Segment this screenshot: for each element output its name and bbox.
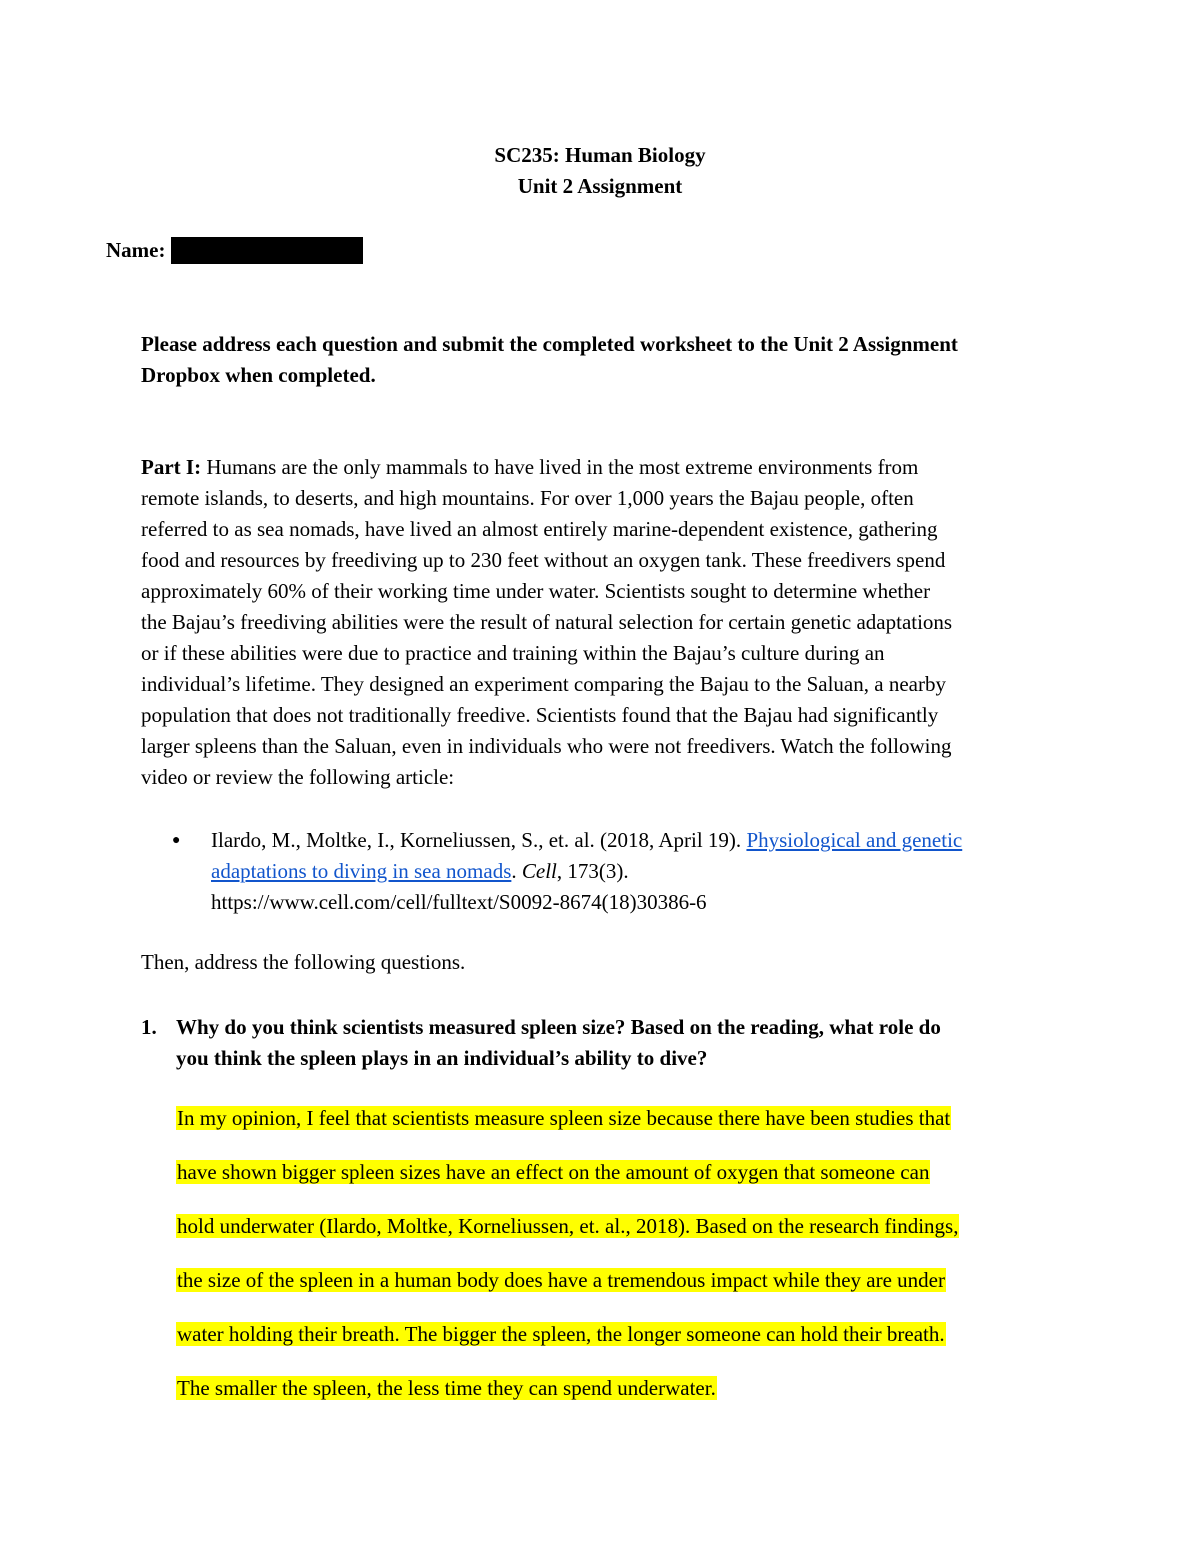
highlighted-text: The smaller the spleen, the less time they can spend underwater. — [177, 1376, 716, 1400]
name-label: Name: — [106, 237, 166, 262]
citation-body — [211, 825, 1076, 918]
highlighted-text: hold underwater (Ilardo, Moltke, Korneliussen, et. al., 2018). Based on the research findings, — [177, 1214, 959, 1238]
journal-volume: , 173(3). — [556, 859, 629, 883]
answer-line — [176, 1211, 1076, 1265]
part1-label: Part I: — [141, 455, 202, 479]
citation-line-2 — [211, 856, 1076, 887]
part1-line: food and resources by freediving up to 230 feet without an oxygen tank. These freedivers spend — [141, 548, 946, 572]
citation-url: https://www.cell.com/cell/fulltext/S0092-8674(18)30386-6 — [211, 890, 707, 914]
citation-authors: Ilardo, M., Moltke, I., Korneliussen, S., et. al. (2018, April 19). — [211, 828, 747, 852]
highlighted-text: In my opinion, I feel that scientists measure spleen size because there have been studies that — [177, 1106, 951, 1130]
instructions — [141, 329, 1071, 391]
instruction-line: Please address each question and submit the completed worksheet to the Unit 2 Assignment — [141, 332, 958, 356]
name-row — [106, 236, 363, 264]
highlighted-text: have shown bigger spleen sizes have an effect on the amount of oxygen that someone can — [177, 1160, 930, 1184]
answer-1 — [176, 1103, 1076, 1427]
course-title: SC235: Human Biology — [494, 143, 706, 167]
part1-paragraph — [141, 452, 1066, 793]
redacted-name-box — [171, 237, 363, 264]
part1-first-line-text: Humans are the only mammals to have lived in the most extreme environments from — [201, 455, 919, 479]
citation-after-link: . — [511, 859, 522, 883]
part1-line: or if these abilities were due to practice and training within the Bajau’s culture during an — [141, 641, 885, 665]
question-1 — [141, 1012, 1071, 1074]
article-link-continued[interactable]: adaptations to diving in sea nomads — [211, 859, 512, 883]
part1-line: referred to as sea nomads, have lived an almost entirely marine-dependent existence, gathering — [141, 517, 938, 541]
part1-line: approximately 60% of their working time under water. Scientists sought to determine whether — [141, 579, 931, 603]
question-line: Why do you think scientists measured spleen size? Based on the reading, what role do — [176, 1015, 941, 1039]
citation-line-1 — [211, 825, 1076, 856]
answer-line — [176, 1265, 1076, 1319]
part1-line: population that does not traditionally freedive. Scientists found that the Bajau had significantly — [141, 703, 939, 727]
part1-line: individual’s lifetime. They designed an experiment comparing the Bajau to the Saluan, a nearby — [141, 672, 946, 696]
answer-line — [176, 1103, 1076, 1157]
then-text: Then, address the following questions. — [141, 950, 466, 974]
highlighted-text: the size of the spleen in a human body does have a tremendous impact while they are under — [177, 1268, 945, 1292]
answer-line — [176, 1373, 1076, 1427]
journal-name: Cell — [521, 859, 557, 883]
instruction-line: Dropbox when completed. — [141, 363, 376, 387]
question-line: you think the spleen plays in an individual’s ability to dive? — [176, 1046, 708, 1070]
highlighted-text: water holding their breath. The bigger the spleen, the longer someone can hold their breath. — [177, 1322, 945, 1346]
question-text — [176, 1012, 1071, 1074]
article-link[interactable]: Physiological and genetic — [746, 828, 963, 852]
part1-line: larger spleens than the Saluan, even in individuals who were not freedivers. Watch the following — [141, 734, 952, 758]
assignment-title: Unit 2 Assignment — [517, 174, 683, 198]
answer-line — [176, 1157, 1076, 1211]
citation-list-item — [172, 825, 1076, 918]
bullet-icon: ● — [172, 833, 181, 848]
part1-line: remote islands, to deserts, and high mountains. For over 1,000 years the Bajau people, often — [141, 486, 914, 510]
question-number: 1. — [141, 1015, 157, 1039]
answer-line — [176, 1319, 1076, 1373]
part1-first-line — [141, 452, 1066, 483]
part1-line: video or review the following article: — [141, 765, 455, 789]
part1-line: the Bajau’s freediving abilities were the result of natural selection for certain genetic adaptations — [141, 610, 953, 634]
